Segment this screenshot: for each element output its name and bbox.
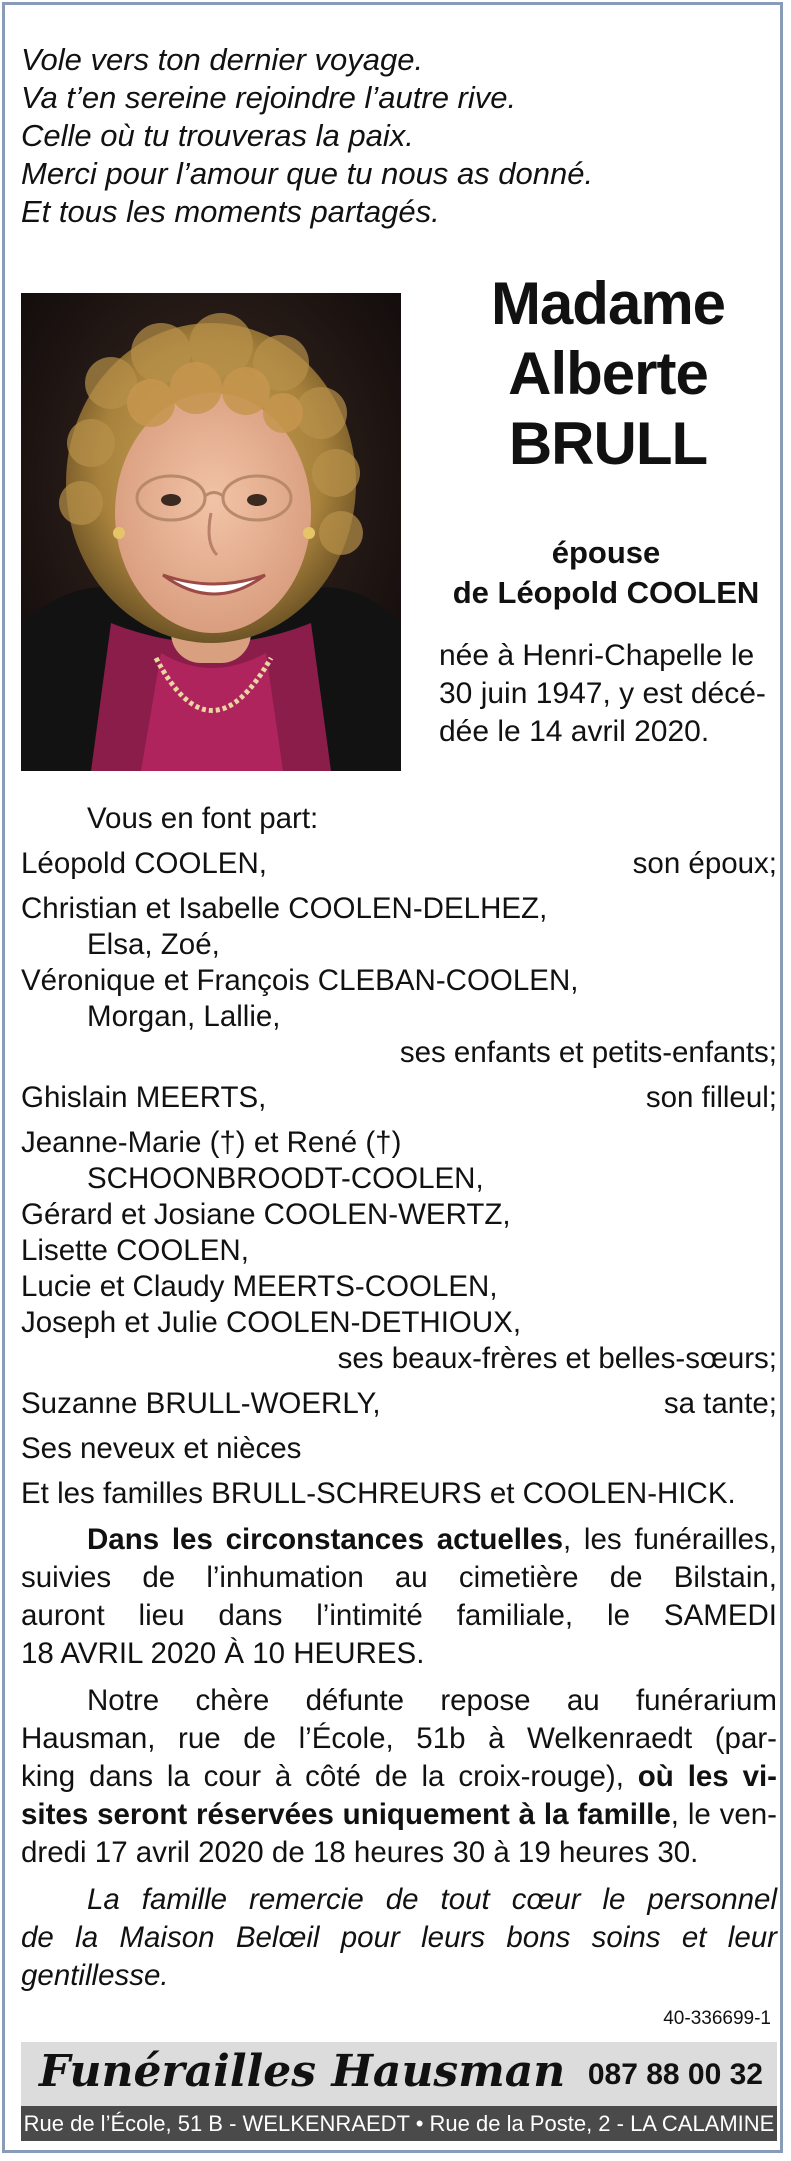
spouse-prefix: épouse — [551, 535, 661, 570]
thanks-line: de la Maison Belœil pour leurs bons soins et leur — [21, 1921, 777, 1954]
spouse-name: de Léopold COOLEN — [452, 575, 760, 610]
portrait-illustration — [21, 293, 401, 771]
birth-line: née à Henri-Chapelle le — [439, 639, 755, 672]
visit-line — [21, 1796, 777, 1834]
funeral-home-logo: Funérailles Hausman — [39, 2046, 566, 2097]
visit-text: , le ven- — [670, 1798, 777, 1831]
poem-line: Va t’en sereine rejoindre l’autre rive. — [21, 80, 517, 115]
visit-emphasis: où les vi- — [637, 1760, 777, 1793]
funeral-home-address: Rue de l’École, 51 B - WELKENRAEDT • Rue de la Poste, 2 - LA CALAMINE — [21, 2106, 777, 2141]
poem-line: Et tous les moments partagés. — [21, 194, 440, 229]
reference-number: 40-336699-1 — [663, 2008, 771, 2029]
family-line: Lucie et Claudy MEERTS-COOLEN, — [21, 1270, 498, 1303]
family-role: sa tante; — [663, 1387, 777, 1420]
family-line: Et les familles BRULL-SCHREURS et COOLEN-HICK. — [21, 1477, 736, 1510]
funeral-line — [21, 1521, 777, 1559]
funeral-line: 18 AVRIL 2020 À 10 HEURES. — [21, 1637, 425, 1670]
poem — [21, 41, 593, 231]
intro-line: Vous en font part: — [87, 802, 319, 835]
deceased-title: Madame — [490, 270, 726, 337]
visit-line: Hausman, rue de l’École, 51b à Welkenraedt (par- — [21, 1722, 777, 1755]
thanks-paragraph — [21, 1881, 777, 1995]
footer-banner — [33, 2042, 773, 2106]
family-row — [21, 1386, 777, 1422]
poem-line: Celle où tu trouveras la paix. — [21, 118, 414, 153]
visit-paragraph — [21, 1682, 777, 1872]
family-line: Morgan, Lallie, — [87, 1000, 281, 1033]
family-role: ses beaux-frères et belles-sœurs; — [337, 1342, 777, 1375]
thanks-line: gentillesse. — [21, 1959, 169, 1992]
deceased-first-name: Alberte — [508, 340, 708, 407]
family-name: Ghislain MEERTS, — [21, 1081, 267, 1114]
spouse-block — [431, 533, 781, 613]
deceased-last-name: BRULL — [508, 410, 708, 477]
family-name: Léopold COOLEN, — [21, 847, 267, 880]
family-role: son filleul; — [645, 1081, 777, 1114]
family-row — [21, 846, 777, 882]
family-line: Elsa, Zoé, — [87, 928, 220, 961]
visit-text: king dans la cour à côté de la croix-rouge), — [21, 1760, 638, 1793]
funeral-text: , les funérailles, — [562, 1523, 777, 1556]
funeral-line: auront lieu dans l’intimité familiale, le SAMEDI — [21, 1599, 777, 1632]
portrait-photo — [21, 293, 401, 771]
family-line: Véronique et François CLEBAN-COOLEN, — [21, 964, 579, 997]
family-announcement — [21, 801, 777, 1995]
visit-emphasis: sites seront réservées uniquement à la famille — [21, 1798, 671, 1831]
visit-line: dredi 17 avril 2020 de 18 heures 30 à 19 heures 30. — [21, 1836, 699, 1869]
family-line: Ses neveux et nièces — [21, 1432, 302, 1465]
funeral-paragraph — [21, 1521, 777, 1673]
birth-line: dée le 14 avril 2020. — [439, 715, 710, 748]
family-line: Jeanne-Marie (†) et René (†) — [21, 1126, 402, 1159]
family-line: SCHOONBROODT-COOLEN, — [87, 1162, 484, 1195]
family-line: Christian et Isabelle COOLEN-DELHEZ, — [21, 892, 548, 925]
funeral-home-footer — [21, 2042, 777, 2141]
family-name: Suzanne BRULL-WOERLY, — [21, 1387, 381, 1420]
family-row — [21, 1080, 777, 1116]
birth-death-details — [439, 637, 779, 751]
thanks-line: La famille remercie de tout cœur le personnel — [87, 1883, 777, 1916]
family-line: Gérard et Josiane COOLEN-WERTZ, — [21, 1198, 511, 1231]
family-role: ses enfants et petits-enfants; — [399, 1036, 777, 1069]
poem-line: Merci pour l’amour que tu nous as donné. — [21, 156, 594, 191]
funeral-home-phone: 087 88 00 32 — [587, 2058, 763, 2091]
deceased-name — [453, 269, 763, 479]
funeral-line: suivies de l’inhumation au cimetière de Bilstain, — [21, 1561, 777, 1594]
family-role: son époux; — [632, 847, 777, 880]
visit-line — [21, 1758, 777, 1796]
birth-line: 30 juin 1947, y est décé- — [439, 677, 766, 710]
family-line: Joseph et Julie COOLEN-DETHIOUX, — [21, 1306, 522, 1339]
family-line: Lisette COOLEN, — [21, 1234, 249, 1267]
poem-line: Vole vers ton dernier voyage. — [21, 42, 424, 77]
obituary-frame — [2, 2, 783, 2153]
visit-line: Notre chère défunte repose au funérarium — [87, 1684, 777, 1717]
funeral-emphasis: Dans les circonstances actuelles — [87, 1523, 563, 1556]
